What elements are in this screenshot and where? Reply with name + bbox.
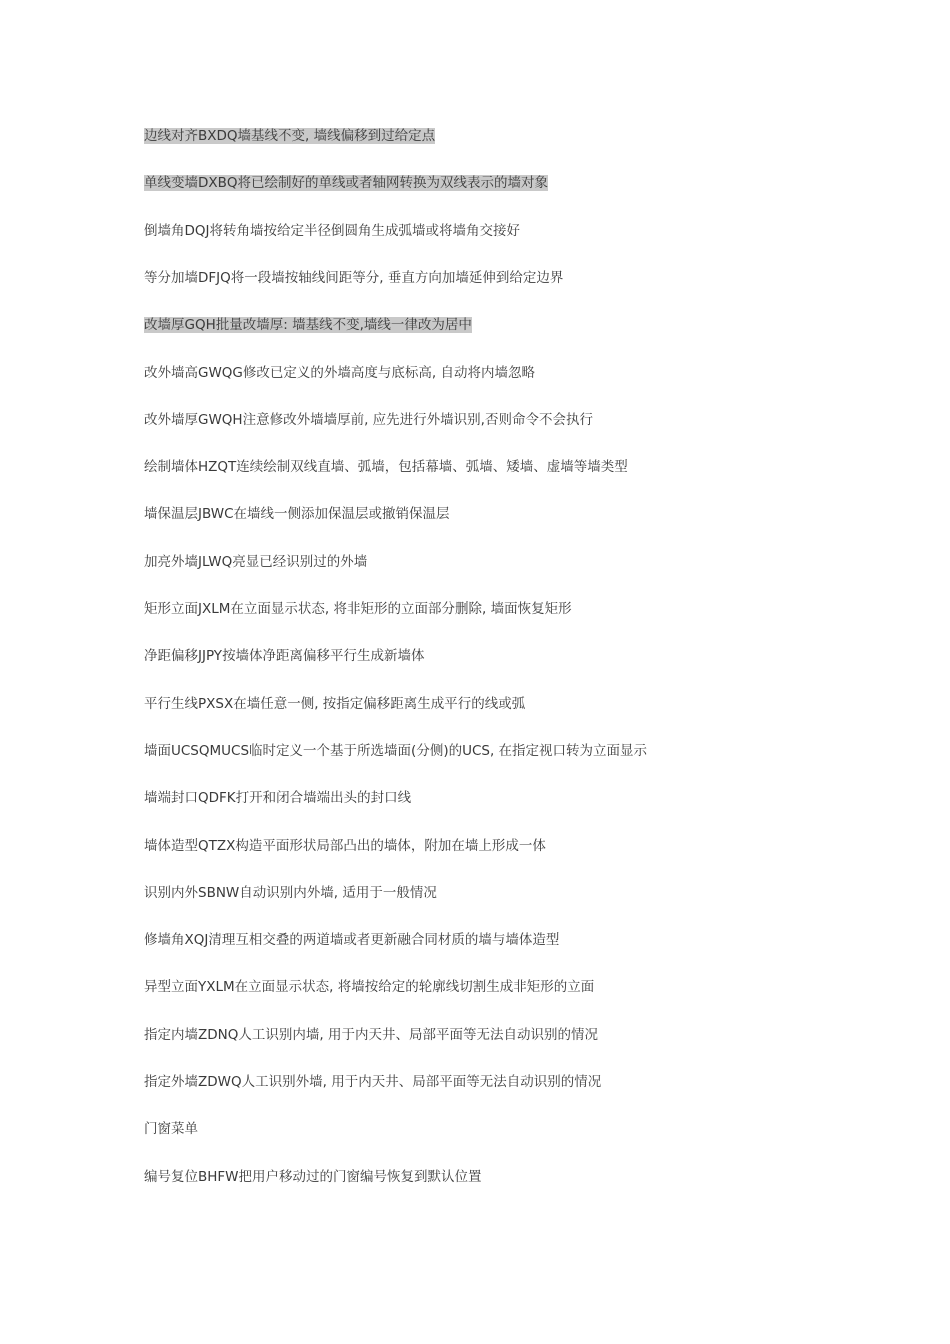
command-line: [144, 931, 559, 950]
command-description: 把用户移动过的门窗编号恢复到默认位置: [238, 1168, 482, 1185]
command-description: 在墙任意一侧, 按指定偏移距离生成平行的线或弧: [233, 695, 526, 712]
command-code: SBNW: [198, 884, 240, 901]
command-name: 指定内墙: [144, 1026, 198, 1043]
command-code: JJPY: [198, 648, 223, 665]
command-code: YXLM: [198, 979, 235, 996]
command-line: [144, 222, 520, 241]
command-line: [144, 458, 628, 477]
command-code: HZQT: [198, 459, 237, 476]
command-description: 修改已定义的外墙高度与底标高, 自动将内墙忽略: [242, 364, 535, 381]
command-description: 在立面显示状态, 将非矩形的立面部分删除, 墙面恢复矩形: [230, 601, 572, 617]
command-name: 指定外墙: [144, 1074, 198, 1090]
command-name: 墙端封口: [144, 790, 198, 807]
command-description: 将一段墙按轴线间距等分, 垂直方向加墙延伸到给定边界: [230, 269, 564, 286]
command-code: GQH: [184, 317, 216, 334]
command-name: 等分加墙: [144, 269, 198, 286]
command-code: XQJ: [184, 932, 209, 949]
command-description: 自动识别内外墙, 适用于一般情况: [239, 884, 437, 901]
command-description: 构造平面形状局部凸出的墙体，附加在墙上形成一体: [235, 837, 546, 854]
command-description: 注意修改外墙墙厚前, 应先进行外墙识别,否则命令不会执行: [242, 411, 593, 428]
command-line: [144, 174, 548, 193]
command-description: 连续绘制双线直墙、弧墙，包括幕墙、弧墙、矮墙、虚墙等墙类型: [236, 459, 628, 476]
command-code: QTZX: [198, 837, 236, 854]
command-description: 亮显已经识别过的外墙: [232, 553, 368, 570]
command-line: [144, 411, 593, 430]
command-code: JLWQ: [198, 553, 233, 570]
command-description: 清理互相交叠的两道墙或者更新融合同材质的墙与墙体造型: [208, 932, 560, 949]
command-code: DQJ: [184, 222, 210, 239]
command-description: 人工识别外墙, 用于内天井、局部平面等无法自动识别的情况: [241, 1074, 602, 1090]
command-description: 在立面显示状态, 将墙按给定的轮廓线切割生成非矩形的立面: [234, 979, 595, 996]
command-code: ZDWQ: [198, 1074, 242, 1090]
command-name: 改外墙高: [144, 364, 198, 381]
command-description: 按墙体净距离偏移平行生成新墙体: [222, 648, 425, 665]
command-description: 批量改墙厚: 墙基线不变,墙线一律改为居中: [215, 317, 472, 334]
command-name: 异型立面: [144, 979, 198, 996]
command-line: [144, 505, 450, 524]
command-line: [144, 1168, 482, 1187]
command-name: 改墙厚: [144, 317, 185, 334]
command-description: 临时定义一个基于所选墙面(分侧)的UCS, 在指定视口转为立面显示: [249, 742, 648, 759]
command-line: [144, 647, 425, 666]
command-line: [144, 1120, 198, 1139]
command-name: 墙面UCS: [144, 742, 199, 759]
command-line: [144, 1026, 598, 1045]
command-line: [144, 789, 411, 808]
command-line: [144, 316, 472, 335]
command-name: 加亮外墙: [144, 553, 198, 570]
command-name: 识别内外: [144, 884, 198, 901]
command-code: DXBQ: [198, 175, 238, 192]
command-name: 净距偏移: [144, 648, 198, 665]
command-name: 平行生线: [144, 695, 198, 712]
command-name: 倒墙角: [144, 222, 185, 239]
command-code: QMUCS: [198, 742, 250, 759]
command-line: [144, 1073, 601, 1092]
command-code: BXDQ: [198, 128, 238, 144]
command-description: 墙基线不变, 墙线偏移到过给定点: [237, 128, 436, 144]
command-code: BHFW: [198, 1168, 239, 1185]
command-line: [144, 553, 367, 572]
command-code: JBWC: [198, 506, 234, 523]
command-line: [144, 884, 437, 903]
command-code: GWQH: [198, 411, 243, 428]
command-name: 修墙角: [144, 932, 185, 949]
command-code: ZDNQ: [198, 1026, 239, 1043]
command-description: 人工识别内墙, 用于内天井、局部平面等无法自动识别的情况: [238, 1026, 598, 1043]
command-name: 边线对齐: [144, 128, 198, 144]
command-description: 将转角墙按给定半径倒圆角生成弧墙或将墙角交接好: [209, 222, 521, 239]
command-line: [144, 600, 572, 619]
command-line: [144, 742, 647, 761]
command-code: GWQG: [198, 364, 243, 381]
command-line: [144, 269, 563, 288]
command-line: [144, 127, 435, 146]
command-name: 矩形立面: [144, 601, 198, 617]
command-line: [144, 837, 546, 856]
command-name: 绘制墙体: [144, 459, 198, 476]
command-name: 编号复位: [144, 1168, 198, 1185]
command-code: QDFK: [198, 790, 236, 807]
command-line: [144, 978, 594, 997]
command-description: 打开和闭合墙端出头的封口线: [235, 790, 412, 807]
command-name: 改外墙厚: [144, 411, 198, 428]
command-name: 墙保温层: [144, 506, 198, 523]
command-code: PXSX: [198, 695, 234, 712]
command-code: DFJQ: [198, 269, 231, 286]
command-line: [144, 695, 525, 714]
command-name: 墙体造型: [144, 837, 198, 854]
command-line: [144, 364, 535, 383]
command-description: 将已绘制好的单线或者轴网转换为双线表示的墙对象: [237, 175, 549, 192]
command-description: 在墙线一侧添加保温层或撤销保温层: [233, 506, 450, 523]
command-name: 门窗菜单: [144, 1121, 198, 1138]
command-code: JXLM: [198, 601, 231, 617]
command-name: 单线变墙: [144, 175, 198, 192]
